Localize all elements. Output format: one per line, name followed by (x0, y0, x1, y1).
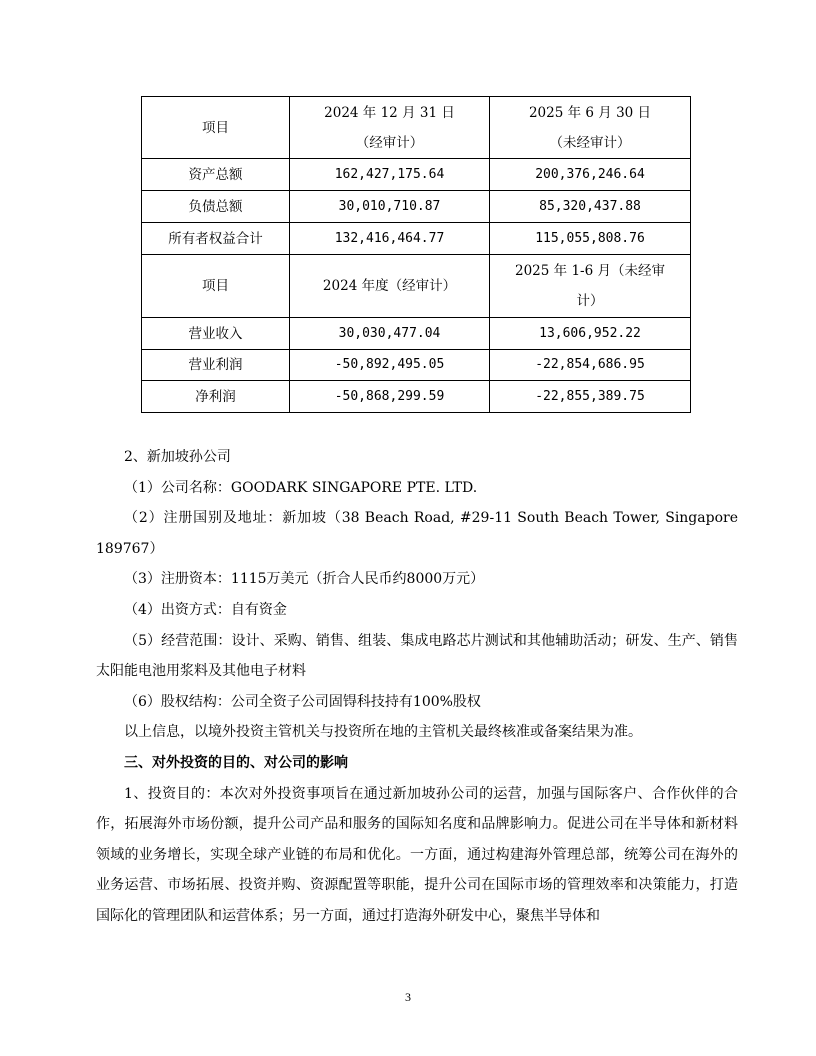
header-date-2025-line1: 2025 年 6 月 30 日 (528, 104, 652, 121)
row-label: 营业利润 (142, 350, 290, 381)
row-label: 资产总额 (142, 159, 290, 191)
row-label: 净利润 (142, 381, 290, 413)
header-date-2024-line2: （经审计） (355, 134, 424, 151)
funding-method-line: （4）出资方式：自有资金 (124, 601, 287, 618)
header-date-2024-line1: 2024 年 12 月 31 日 (324, 104, 455, 121)
table-header-row (142, 97, 691, 159)
header-period-2025-line2: 计） (576, 293, 604, 309)
row-value-2024: -50,892,495.05 (290, 350, 490, 381)
page-number: 3 (405, 990, 411, 1004)
row-value-2025: 115,055,808.76 (490, 223, 691, 255)
section-subsidiary-heading: 2、新加坡孙公司 (124, 449, 231, 465)
business-scope-line: （5）经营范围：设计、采购、销售、组装、集成电路芯片测试和其他辅助活动；研发、生产、销售太阳能电池用浆料及其他电子材料 (96, 632, 738, 680)
table-row (142, 191, 691, 223)
body-text (96, 442, 738, 932)
approval-note-line: 以上信息，以境外投资主管机关与投资所在地的主管机关最终核准或备案结果为准。 (124, 724, 642, 741)
table-row (142, 223, 691, 255)
table-row (142, 350, 691, 381)
header-period-2025-line1: 2025 年 1-6 月（未经审 (515, 263, 665, 279)
header-period-2024: 2024 年度（经审计） (290, 255, 490, 318)
company-name-line: （1）公司名称：GOODARK SINGAPORE PTE. LTD. (124, 479, 478, 496)
row-value-2024: 162,427,175.64 (290, 159, 490, 191)
row-value-2025: 13,606,952.22 (490, 318, 691, 350)
equity-structure-line: （6）股权结构：公司全资子公司固锝科技持有100%股权 (124, 693, 481, 710)
header-date-2025-line2: （未经审计） (549, 134, 631, 151)
row-value-2024: 132,416,464.77 (290, 223, 490, 255)
table-row (142, 318, 691, 350)
header-date-2025 (490, 97, 691, 159)
row-label: 负债总额 (142, 191, 290, 223)
table-header-row (142, 255, 691, 318)
header-item-label: 项目 (142, 255, 290, 318)
row-value-2024: 30,030,477.04 (290, 318, 490, 350)
row-value-2024: 30,010,710.87 (290, 191, 490, 223)
table-row (142, 159, 691, 191)
registration-address-line: （2）注册国别及地址：新加坡（38 Beach Road, #29-11 South Beach Tower, Singapore 189767） (96, 510, 738, 557)
row-label: 所有者权益合计 (142, 223, 290, 255)
row-label: 营业收入 (142, 318, 290, 350)
investment-purpose-paragraph: 1、投资目的：本次对外投资事项旨在通过新加坡孙公司的运营，加强与国际客户、合作伙伴的合作，拓展海外市场份额，提升公司产品和服务的国际知名度和品牌影响力。促进公司在半导体和新材料领域的业务增长，实现全球产业链的布局和优化。一方面，通过构建海外管理总部，统筹公司在海外的业务运营、市场拓展、投资并购、资源配置等职能，提升公司在国际市场的管理效率和决策能力，打造国际化的管理团队和运营体系；另一方面，通过打造海外研发中心，聚焦半导体和 (96, 785, 738, 924)
section-three-heading: 三、对外投资的目的、对公司的影响 (124, 754, 348, 771)
table-row (142, 381, 691, 413)
header-period-2025 (490, 255, 691, 318)
row-value-2024: -50,868,299.59 (290, 381, 490, 413)
financial-table (141, 96, 691, 413)
row-value-2025: 200,376,246.64 (490, 159, 691, 191)
row-value-2025: -22,854,686.95 (490, 350, 691, 381)
header-date-2024 (290, 97, 490, 159)
row-value-2025: 85,320,437.88 (490, 191, 691, 223)
header-item-label: 项目 (142, 97, 290, 159)
row-value-2025: -22,855,389.75 (490, 381, 691, 413)
registered-capital-line: （3）注册资本：1115万美元（折合人民币约8000万元） (124, 571, 485, 588)
